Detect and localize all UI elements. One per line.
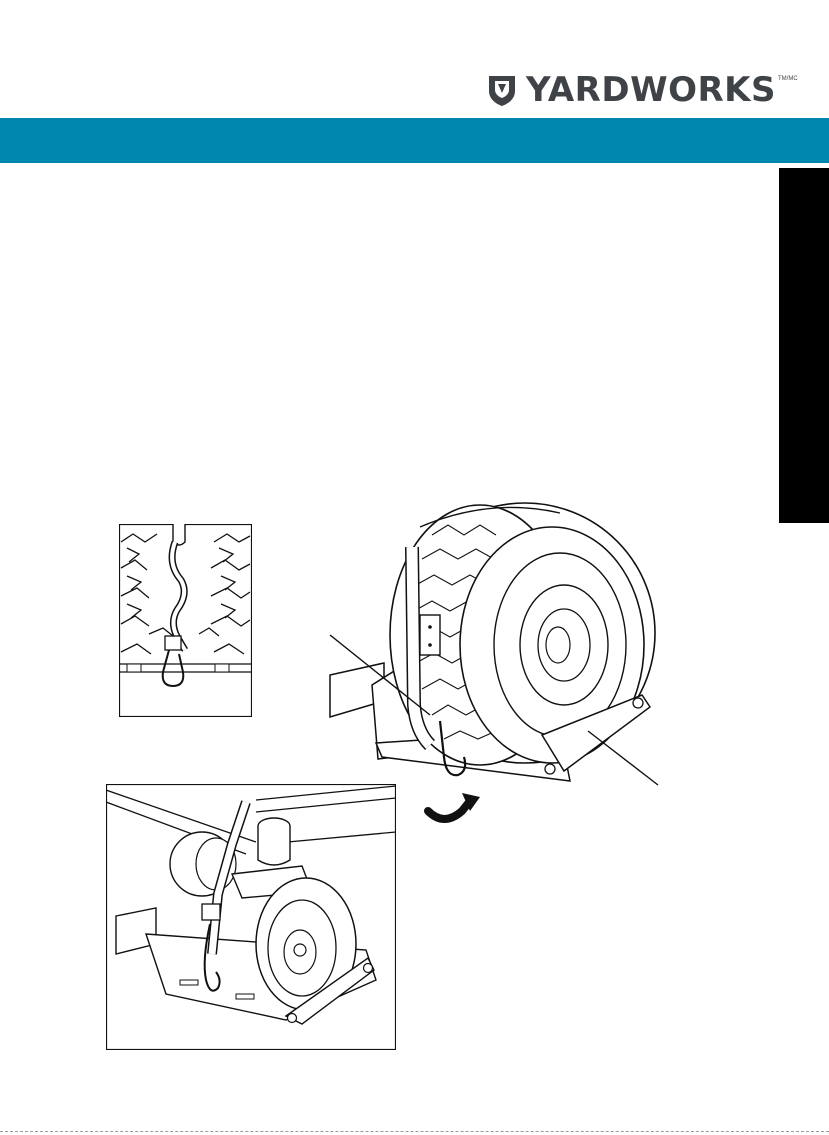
rotation-arrow-icon [428, 793, 480, 819]
caster-wheel-strap-detail-icon [106, 784, 396, 1050]
trademark-mark: TM/MC [778, 76, 798, 82]
section-side-tab [779, 168, 829, 523]
header-band [0, 118, 829, 163]
wheel-cradle-figure [320, 495, 670, 830]
brand-name: YARDWORKS [526, 70, 777, 110]
wheel-in-cradle-strap-icon [320, 495, 670, 830]
strap-hook-detail-figure [119, 524, 252, 717]
yardworks-shield-icon [486, 73, 518, 107]
footer-rule [0, 1131, 829, 1132]
brand-logo [486, 70, 798, 110]
caster-wheel-detail-figure [106, 784, 396, 1050]
tire-strap-hook-detail-icon [119, 524, 252, 717]
